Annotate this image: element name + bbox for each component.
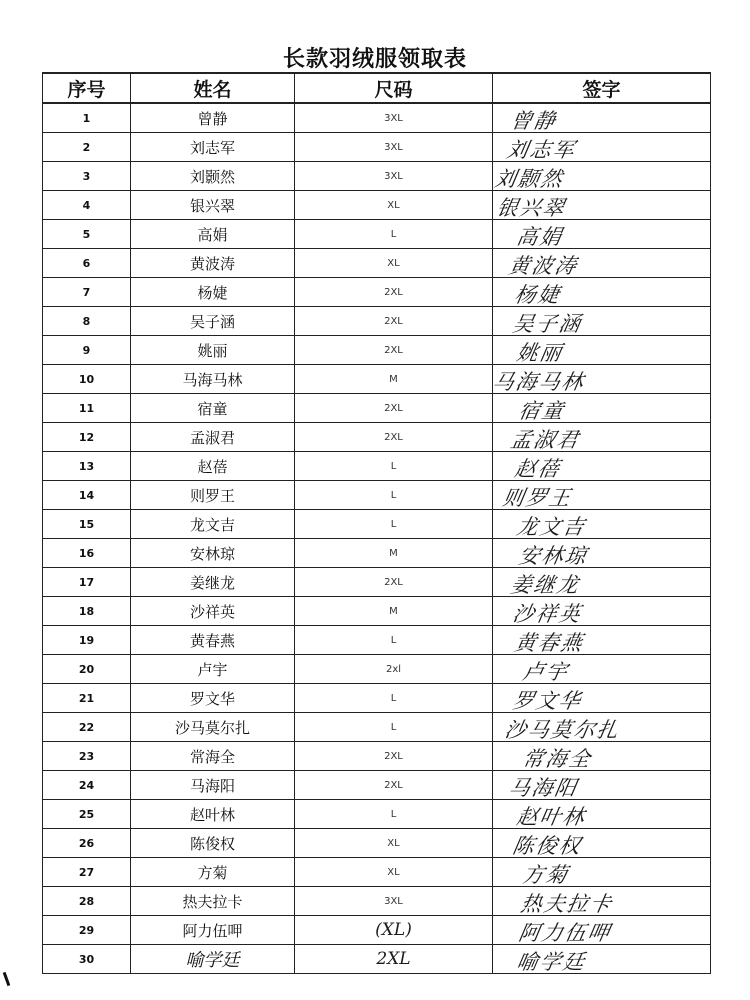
row-signature xyxy=(493,771,711,800)
handwritten-signature: 罗文华 xyxy=(510,689,584,713)
row-number: 25 xyxy=(43,800,131,829)
row-number: 14 xyxy=(43,481,131,510)
handwritten-signature: 吴子涵 xyxy=(510,312,584,336)
row-number: 8 xyxy=(43,307,131,336)
row-signature xyxy=(493,626,711,655)
row-signature xyxy=(493,162,711,191)
header-signature: 签字 xyxy=(493,73,711,103)
row-size: 2XL xyxy=(295,771,493,800)
handwritten-signature: 陈俊权 xyxy=(510,834,584,858)
table-row xyxy=(43,394,711,423)
row-name: 喻学廷 xyxy=(131,945,295,974)
handwritten-signature: 刘志军 xyxy=(504,138,578,162)
handwritten-signature: 阿力伍呷 xyxy=(516,921,613,945)
row-name: 安林琼 xyxy=(131,539,295,568)
row-name: 马海阳 xyxy=(131,771,295,800)
row-name: 方菊 xyxy=(131,858,295,887)
row-number: 29 xyxy=(43,916,131,945)
row-name: 姜继龙 xyxy=(131,568,295,597)
table-row xyxy=(43,249,711,278)
row-size: 2XL xyxy=(295,423,493,452)
row-signature xyxy=(493,742,711,771)
row-number: 21 xyxy=(43,684,131,713)
row-number: 12 xyxy=(43,423,131,452)
row-name: 卢宇 xyxy=(131,655,295,684)
row-number: 22 xyxy=(43,713,131,742)
header-number: 序号 xyxy=(43,73,131,103)
row-size: L xyxy=(295,481,493,510)
handwritten-signature: 高娟 xyxy=(514,225,565,249)
row-name: 宿童 xyxy=(131,394,295,423)
row-signature xyxy=(493,481,711,510)
row-number: 18 xyxy=(43,597,131,626)
row-name: 吴子涵 xyxy=(131,307,295,336)
handwritten-signature: 龙文吉 xyxy=(514,515,588,539)
table-row xyxy=(43,510,711,539)
table-row xyxy=(43,481,711,510)
table-row xyxy=(43,307,711,336)
row-name: 陈俊权 xyxy=(131,829,295,858)
row-number: 11 xyxy=(43,394,131,423)
row-number: 19 xyxy=(43,626,131,655)
row-signature xyxy=(493,394,711,423)
table-row xyxy=(43,568,711,597)
row-number: 23 xyxy=(43,742,131,771)
handwritten-signature: 姜继龙 xyxy=(508,573,582,597)
row-name: 刘颢然 xyxy=(131,162,295,191)
row-signature xyxy=(493,684,711,713)
row-name: 马海马林 xyxy=(131,365,295,394)
row-signature xyxy=(493,133,711,162)
row-size: L xyxy=(295,510,493,539)
form-title: 长款羽绒服领取表 xyxy=(282,47,467,72)
row-size: XL xyxy=(295,191,493,220)
table-row xyxy=(43,336,711,365)
table-row xyxy=(43,887,711,916)
row-size: 3XL xyxy=(295,103,493,133)
handwritten-signature: 沙马莫尔扎 xyxy=(502,718,622,742)
handwritten-signature: 沙祥英 xyxy=(510,602,584,626)
table-row xyxy=(43,742,711,771)
row-size: 2XL xyxy=(295,945,493,974)
row-size: L xyxy=(295,800,493,829)
handwritten-signature: 杨婕 xyxy=(512,283,563,307)
handwritten-signature: 赵叶林 xyxy=(514,805,588,829)
row-number: 24 xyxy=(43,771,131,800)
row-size: 2xl xyxy=(295,655,493,684)
row-name: 罗文华 xyxy=(131,684,295,713)
row-size: XL xyxy=(295,829,493,858)
row-name: 银兴翠 xyxy=(131,191,295,220)
row-signature xyxy=(493,655,711,684)
table-row xyxy=(43,103,711,133)
handwritten-signature: 常海全 xyxy=(520,747,594,771)
row-number: 27 xyxy=(43,858,131,887)
row-number: 2 xyxy=(43,133,131,162)
table-row xyxy=(43,539,711,568)
row-size: 3XL xyxy=(295,162,493,191)
row-signature xyxy=(493,568,711,597)
handwritten-signature: 喻学廷 xyxy=(514,950,588,974)
row-number: 26 xyxy=(43,829,131,858)
row-name: 杨婕 xyxy=(131,278,295,307)
row-number: 28 xyxy=(43,887,131,916)
table-row xyxy=(43,829,711,858)
row-signature xyxy=(493,452,711,481)
row-size: M xyxy=(295,365,493,394)
row-number: 13 xyxy=(43,452,131,481)
row-size: 2XL xyxy=(295,394,493,423)
row-number: 20 xyxy=(43,655,131,684)
table-row xyxy=(43,191,711,220)
handwritten-signature: 宿童 xyxy=(516,399,567,423)
row-name: 刘志军 xyxy=(131,133,295,162)
row-signature xyxy=(493,539,711,568)
table-row xyxy=(43,858,711,887)
row-number: 10 xyxy=(43,365,131,394)
row-name: 常海全 xyxy=(131,742,295,771)
row-signature xyxy=(493,858,711,887)
row-number: 3 xyxy=(43,162,131,191)
handwritten-signature: 孟淑君 xyxy=(508,428,582,452)
table-row xyxy=(43,162,711,191)
row-signature xyxy=(493,829,711,858)
row-size: 3XL xyxy=(295,133,493,162)
handwritten-signature: 热夫拉卡 xyxy=(518,892,615,916)
row-number: 30 xyxy=(43,945,131,974)
row-name: 高娟 xyxy=(131,220,295,249)
row-number: 1 xyxy=(43,103,131,133)
row-size: 2XL xyxy=(295,278,493,307)
row-name: 姚丽 xyxy=(131,336,295,365)
row-name: 黄春燕 xyxy=(131,626,295,655)
handwritten-signature: 黄波涛 xyxy=(506,254,580,278)
row-number: 7 xyxy=(43,278,131,307)
row-size: L xyxy=(295,713,493,742)
table-row xyxy=(43,597,711,626)
row-size: (XL) xyxy=(295,916,493,945)
table-row xyxy=(43,800,711,829)
table-row xyxy=(43,452,711,481)
row-signature xyxy=(493,916,711,945)
table-row xyxy=(43,220,711,249)
row-signature xyxy=(493,278,711,307)
row-size: M xyxy=(295,597,493,626)
header-name: 姓名 xyxy=(131,73,295,103)
row-signature xyxy=(493,713,711,742)
table-row xyxy=(43,684,711,713)
row-size: L xyxy=(295,220,493,249)
row-size: 2XL xyxy=(295,307,493,336)
header-size: 尺码 xyxy=(295,73,493,103)
table-row xyxy=(43,916,711,945)
row-signature xyxy=(493,103,711,133)
table-row xyxy=(43,771,711,800)
row-size: XL xyxy=(295,858,493,887)
receipt-table xyxy=(42,72,711,974)
table-row xyxy=(43,945,711,974)
table-row xyxy=(43,365,711,394)
row-signature xyxy=(490,365,711,394)
table-row xyxy=(43,423,711,452)
row-name: 龙文吉 xyxy=(131,510,295,539)
row-name: 赵蓓 xyxy=(131,452,295,481)
row-signature xyxy=(493,191,711,220)
handwritten-signature: 方菊 xyxy=(520,863,571,887)
row-size: 2XL xyxy=(295,568,493,597)
row-signature xyxy=(493,945,711,974)
row-size: 2XL xyxy=(295,742,493,771)
row-name: 黄波涛 xyxy=(131,249,295,278)
row-number: 4 xyxy=(43,191,131,220)
row-name: 孟淑君 xyxy=(131,423,295,452)
row-size: M xyxy=(295,539,493,568)
handwritten-signature: 曾静 xyxy=(508,109,559,133)
row-name: 则罗王 xyxy=(131,481,295,510)
handwritten-signature: 银兴翠 xyxy=(494,196,568,220)
row-signature xyxy=(493,800,711,829)
row-name: 曾静 xyxy=(131,103,295,133)
handwritten-signature: 姚丽 xyxy=(514,341,565,365)
row-number: 6 xyxy=(43,249,131,278)
table-row xyxy=(43,278,711,307)
table-row xyxy=(43,133,711,162)
row-size: L xyxy=(295,452,493,481)
row-signature xyxy=(493,220,711,249)
handwritten-signature: 黄春燕 xyxy=(512,631,586,655)
row-name: 沙马莫尔扎 xyxy=(131,713,295,742)
row-number: 17 xyxy=(43,568,131,597)
row-name: 赵叶林 xyxy=(131,800,295,829)
row-number: 16 xyxy=(43,539,131,568)
row-signature xyxy=(493,423,711,452)
table-row xyxy=(43,713,711,742)
row-signature xyxy=(493,249,711,278)
row-name: 热夫拉卡 xyxy=(131,887,295,916)
handwritten-signature: 马海阳 xyxy=(506,776,580,800)
row-signature xyxy=(493,510,711,539)
handwritten-signature: 则罗王 xyxy=(500,486,574,510)
row-signature xyxy=(493,307,711,336)
row-name: 阿力伍呷 xyxy=(131,916,295,945)
handwritten-signature: 马海马林 xyxy=(490,370,587,394)
row-signature xyxy=(493,597,711,626)
row-number: 5 xyxy=(43,220,131,249)
handwritten-signature: 刘颢然 xyxy=(492,167,566,191)
handwritten-signature: 赵蓓 xyxy=(512,457,563,481)
row-size: XL xyxy=(295,249,493,278)
row-size: 3XL xyxy=(295,887,493,916)
row-name: 沙祥英 xyxy=(131,597,295,626)
row-number: 9 xyxy=(43,336,131,365)
table-row xyxy=(43,655,711,684)
row-size: 2XL xyxy=(295,336,493,365)
row-signature xyxy=(493,887,711,916)
row-size: L xyxy=(295,626,493,655)
scan-mark xyxy=(3,972,11,986)
handwritten-signature: 卢宇 xyxy=(520,660,571,684)
row-signature xyxy=(493,336,711,365)
row-number: 15 xyxy=(43,510,131,539)
row-size: L xyxy=(295,684,493,713)
table-row xyxy=(43,626,711,655)
header-row xyxy=(43,73,711,103)
handwritten-signature: 安林琼 xyxy=(516,544,590,568)
